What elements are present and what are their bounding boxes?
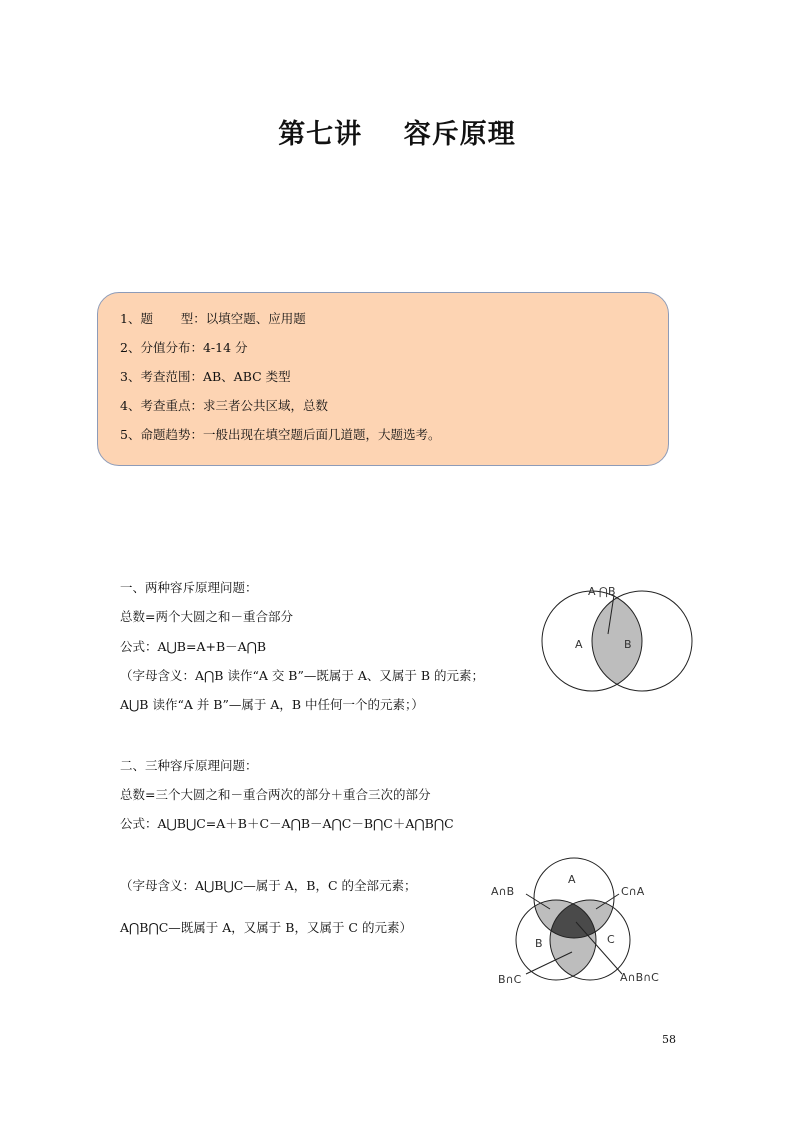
venn3-label-bc: B∩C xyxy=(498,973,522,986)
page-title: 第七讲 容斥原理 xyxy=(278,119,516,150)
venn-diagram-two-sets xyxy=(530,578,680,688)
venn2-label-b: B xyxy=(624,638,632,651)
section2-note-union: （字母含义：A⋃B⋃C—属于 A，B，C 的全部元素； xyxy=(120,878,417,893)
summary-item-score: 2、分值分布：4-14 分 xyxy=(120,340,248,355)
venn3-label-ca: C∩A xyxy=(621,885,645,898)
venn2-label-a: A xyxy=(575,638,583,651)
section1-total: 总数=两个大圆之和－重合部分 xyxy=(120,609,293,624)
section1-note-union: A⋃B 读作“A 并 B”—属于 A，B 中任何一个的元素；） xyxy=(120,697,424,712)
section1-formula: 公式：A⋃B=A+B－A⋂B xyxy=(120,639,267,654)
venn3-label-c: C xyxy=(607,933,615,946)
section2-heading: 二、三种容斥原理问题： xyxy=(120,758,258,773)
section2-note-intersection: A⋂B⋂C—既属于 A，又属于 B，又属于 C 的元素） xyxy=(120,920,412,935)
summary-item-trend: 5、命题趋势：一般出现在填空题后面几道题，大题选考。 xyxy=(120,427,441,442)
page-number: 58 xyxy=(662,1033,676,1046)
summary-item-scope: 3、考查范围：AB、ABC 类型 xyxy=(120,369,291,384)
section2-formula: 公式：A⋃B⋃C=A＋B＋C－A⋂B－A⋂C－B⋂C＋A⋂B⋂C xyxy=(120,816,454,831)
venn3-label-abc: A∩B∩C xyxy=(620,971,659,984)
venn3-label-a: A xyxy=(568,873,576,886)
summary-item-type: 1、题 型：以填空题、应用题 xyxy=(120,311,306,326)
venn3-label-b: B xyxy=(535,937,543,950)
section1-note-intersection: （字母含义：A⋂B 读作“A 交 B”—既属于 A、又属于 B 的元素； xyxy=(120,668,485,683)
venn3-label-ab: A∩B xyxy=(491,885,515,898)
section2-total: 总数=三个大圆之和－重合两次的部分＋重合三次的部分 xyxy=(120,787,431,802)
summary-box xyxy=(97,292,669,466)
section1-heading: 一、两种容斥原理问题： xyxy=(120,580,258,595)
summary-item-focus: 4、考查重点：求三者公共区域，总数 xyxy=(120,398,328,413)
venn-diagram-three-sets xyxy=(488,852,688,992)
venn2-label-intersection: A ⋂B xyxy=(588,585,616,598)
